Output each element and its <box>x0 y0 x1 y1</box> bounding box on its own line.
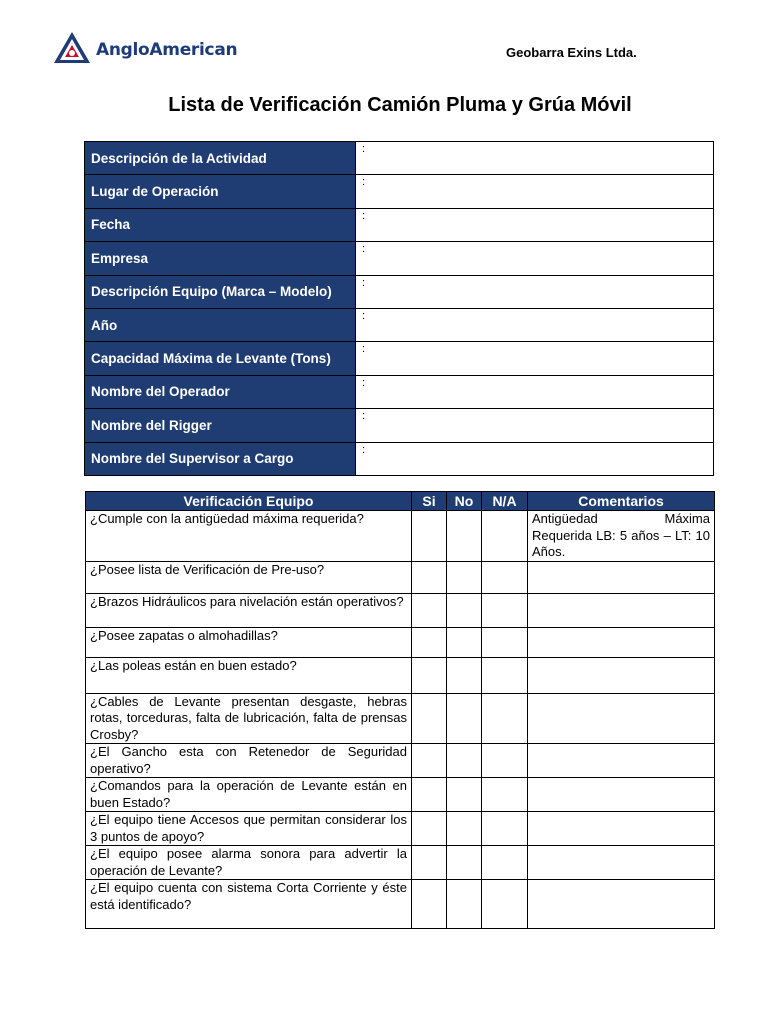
header-verificacion: Verificación Equipo <box>86 492 412 511</box>
no-checkbox-cell[interactable] <box>447 846 482 880</box>
no-checkbox-cell[interactable] <box>447 593 482 627</box>
question-cell: ¿Comandos para la operación de Levante están en buen Estado? <box>86 778 412 812</box>
no-checkbox-cell[interactable] <box>447 693 482 744</box>
checklist-row <box>86 880 715 929</box>
checklist-row <box>86 511 715 562</box>
checklist-row <box>86 593 715 627</box>
info-row <box>85 409 714 442</box>
checklist-row <box>86 561 715 593</box>
question-cell: ¿El equipo cuenta con sistema Corta Corriente y éste está identificado? <box>86 880 412 929</box>
field-value[interactable]: : <box>356 308 714 341</box>
question-cell: ¿Cables de Levante presentan desgaste, hebras rotas, torceduras, falta de lubricación, falta de prensas Crosby? <box>86 693 412 744</box>
field-label: Capacidad Máxima de Levante (Tons) <box>85 342 356 375</box>
na-checkbox-cell[interactable] <box>482 846 528 880</box>
checklist-row <box>86 627 715 657</box>
comment-cell[interactable] <box>528 778 715 812</box>
field-value[interactable]: : <box>356 409 714 442</box>
comment-cell[interactable] <box>528 744 715 778</box>
field-label: Lugar de Operación <box>85 175 356 208</box>
info-row <box>85 342 714 375</box>
comment-cell[interactable] <box>528 880 715 929</box>
info-row <box>85 375 714 408</box>
question-cell: ¿Posee lista de Verificación de Pre-uso? <box>86 561 412 593</box>
na-checkbox-cell[interactable] <box>482 627 528 657</box>
info-row <box>85 308 714 341</box>
na-checkbox-cell[interactable] <box>482 511 528 562</box>
header-na: N/A <box>482 492 528 511</box>
checklist-row <box>86 693 715 744</box>
no-checkbox-cell[interactable] <box>447 561 482 593</box>
si-checkbox-cell[interactable] <box>412 846 447 880</box>
na-checkbox-cell[interactable] <box>482 880 528 929</box>
question-cell: ¿Las poleas están en buen estado? <box>86 657 412 693</box>
field-value[interactable]: : <box>356 208 714 241</box>
comment-cell[interactable] <box>528 561 715 593</box>
field-label: Año <box>85 308 356 341</box>
question-cell: ¿Posee zapatas o almohadillas? <box>86 627 412 657</box>
field-label: Nombre del Rigger <box>85 409 356 442</box>
question-cell: ¿El Gancho esta con Retenedor de Seguridad operativo? <box>86 744 412 778</box>
field-value[interactable]: : <box>356 275 714 308</box>
comment-cell[interactable] <box>528 593 715 627</box>
no-checkbox-cell[interactable] <box>447 778 482 812</box>
si-checkbox-cell[interactable] <box>412 693 447 744</box>
field-label: Descripción Equipo (Marca – Modelo) <box>85 275 356 308</box>
comment-cell[interactable] <box>528 657 715 693</box>
field-value[interactable]: : <box>356 342 714 375</box>
field-label: Empresa <box>85 242 356 275</box>
si-checkbox-cell[interactable] <box>412 561 447 593</box>
header-si: Si <box>412 492 447 511</box>
checklist-row <box>86 846 715 880</box>
comment-cell[interactable] <box>528 627 715 657</box>
si-checkbox-cell[interactable] <box>412 593 447 627</box>
no-checkbox-cell[interactable] <box>447 511 482 562</box>
na-checkbox-cell[interactable] <box>482 693 528 744</box>
no-checkbox-cell[interactable] <box>447 627 482 657</box>
si-checkbox-cell[interactable] <box>412 744 447 778</box>
no-checkbox-cell[interactable] <box>447 744 482 778</box>
na-checkbox-cell[interactable] <box>482 778 528 812</box>
question-cell: ¿Brazos Hidráulicos para nivelación están operativos? <box>86 593 412 627</box>
checklist-row <box>86 778 715 812</box>
checklist-row <box>86 657 715 693</box>
no-checkbox-cell[interactable] <box>447 880 482 929</box>
info-row <box>85 442 714 475</box>
question-cell: ¿El equipo posee alarma sonora para advertir la operación de Levante? <box>86 846 412 880</box>
si-checkbox-cell[interactable] <box>412 511 447 562</box>
header-comentarios: Comentarios <box>528 492 715 511</box>
info-row <box>85 175 714 208</box>
field-value[interactable]: : <box>356 375 714 408</box>
si-checkbox-cell[interactable] <box>412 627 447 657</box>
document-title: Lista de Verificación Camión Pluma y Grúa Móvil <box>168 94 632 116</box>
si-checkbox-cell[interactable] <box>412 778 447 812</box>
field-label: Nombre del Operador <box>85 375 356 408</box>
na-checkbox-cell[interactable] <box>482 657 528 693</box>
comment-cell[interactable] <box>528 846 715 880</box>
info-row <box>85 275 714 308</box>
angloamerican-logo-icon <box>52 30 92 70</box>
field-value[interactable]: : <box>356 442 714 475</box>
field-label: Descripción de la Actividad <box>85 142 356 175</box>
no-checkbox-cell[interactable] <box>447 657 482 693</box>
checklist-row <box>86 812 715 846</box>
info-row <box>85 142 714 175</box>
na-checkbox-cell[interactable] <box>482 593 528 627</box>
logo-text: AngloAmerican <box>96 40 238 60</box>
checklist-header-row <box>86 492 715 511</box>
na-checkbox-cell[interactable] <box>482 561 528 593</box>
comment-cell[interactable] <box>528 693 715 744</box>
field-value[interactable]: : <box>356 242 714 275</box>
checklist-table <box>85 491 715 929</box>
field-label: Fecha <box>85 208 356 241</box>
checklist-row <box>86 744 715 778</box>
info-row <box>85 242 714 275</box>
si-checkbox-cell[interactable] <box>412 880 447 929</box>
no-checkbox-cell[interactable] <box>447 812 482 846</box>
info-table <box>84 141 714 476</box>
na-checkbox-cell[interactable] <box>482 812 528 846</box>
question-cell: ¿Cumple con la antigüedad máxima requerida? <box>86 511 412 562</box>
na-checkbox-cell[interactable] <box>482 744 528 778</box>
comment-cell[interactable] <box>528 812 715 846</box>
field-value[interactable]: : <box>356 175 714 208</box>
company-name: Geobarra Exins Ltda. <box>506 45 637 60</box>
comment-cell[interactable]: Antigüedad Máxima Requerida LB: 5 años – LT: 10 Años. <box>528 511 715 562</box>
si-checkbox-cell[interactable] <box>412 812 447 846</box>
si-checkbox-cell[interactable] <box>412 657 447 693</box>
info-row <box>85 208 714 241</box>
field-value[interactable]: : <box>356 142 714 175</box>
company-logo <box>52 30 237 70</box>
question-cell: ¿El equipo tiene Accesos que permitan considerar los 3 puntos de apoyo? <box>86 812 412 846</box>
field-label: Nombre del Supervisor a Cargo <box>85 442 356 475</box>
header-no: No <box>447 492 482 511</box>
